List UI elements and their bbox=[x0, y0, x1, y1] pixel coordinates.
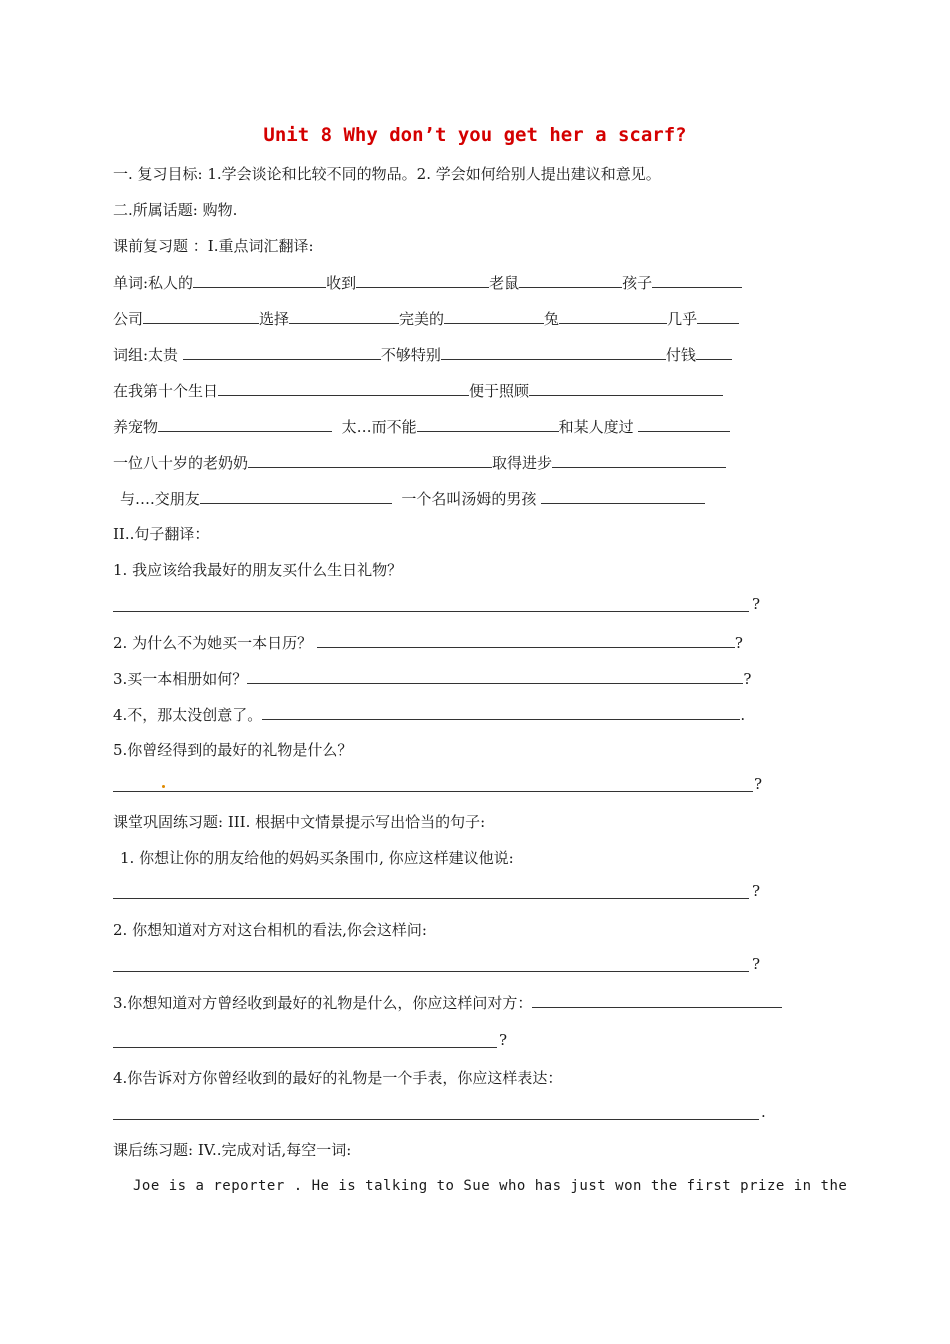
period-mark: . bbox=[740, 706, 746, 724]
fill-blank[interactable] bbox=[356, 272, 489, 288]
answer-line-s4[interactable] bbox=[113, 1118, 759, 1120]
vocab-row-3 bbox=[113, 344, 732, 365]
vocab-label: 与….交朋友 bbox=[120, 490, 200, 508]
vocab-label: 一位八十岁的老奶奶 bbox=[113, 454, 249, 472]
question-mark: ? bbox=[734, 634, 743, 652]
fill-blank[interactable] bbox=[559, 308, 667, 324]
vocab-row-5 bbox=[113, 416, 730, 437]
fill-blank[interactable] bbox=[552, 452, 726, 468]
fill-blank[interactable] bbox=[193, 272, 326, 288]
situation-text: 3.你想知道对方曾经收到最好的礼物是什么，你应这样问对方： bbox=[113, 994, 533, 1012]
fill-blank[interactable] bbox=[638, 416, 730, 432]
fill-blank[interactable] bbox=[158, 416, 332, 432]
sentence-header: II..句子翻译： bbox=[113, 525, 210, 543]
fill-blank[interactable] bbox=[652, 272, 742, 288]
question-mark: ? bbox=[752, 955, 761, 973]
vocab-row-1 bbox=[113, 272, 742, 293]
question-mark: ? bbox=[754, 775, 763, 793]
fill-blank[interactable] bbox=[417, 416, 559, 432]
stray-dot bbox=[162, 785, 165, 788]
fill-blank[interactable] bbox=[519, 272, 622, 288]
fill-blank[interactable] bbox=[218, 380, 469, 396]
sentence-text: 2. 为什么不为她买一本日历？ bbox=[113, 634, 313, 652]
vocab-row-2 bbox=[113, 308, 739, 329]
vocab-row-7 bbox=[120, 488, 705, 509]
vocab-label: 在我第十个生日 bbox=[113, 382, 219, 400]
situation-2: 2. 你想知道对方对这台相机的看法,你会这样问: bbox=[113, 921, 427, 939]
answer-line-1[interactable] bbox=[113, 610, 749, 612]
vocab-row-6 bbox=[113, 452, 726, 473]
vocab-label: 便于照顾 bbox=[469, 382, 530, 400]
vocab-label: 养宠物 bbox=[113, 418, 159, 436]
fill-blank[interactable] bbox=[444, 308, 544, 324]
question-mark: ? bbox=[752, 882, 761, 900]
vocab-label: 几乎 bbox=[667, 310, 698, 328]
vocab-label: 不够特别 bbox=[380, 346, 441, 364]
situation-3 bbox=[113, 992, 782, 1013]
pre-review-header: 课前复习题 ：I.重点词汇翻译: bbox=[113, 237, 314, 255]
vocab-label: 公司 bbox=[113, 310, 144, 328]
vocab-label: 单词:私人的 bbox=[113, 274, 194, 292]
vocab-label: 孩子 bbox=[622, 274, 653, 292]
after-class-header: 课后练习题: IV..完成对话,每空一词: bbox=[113, 1141, 352, 1159]
sentence-2 bbox=[113, 632, 743, 653]
answer-line-s1[interactable] bbox=[113, 897, 749, 899]
fill-blank[interactable] bbox=[317, 632, 735, 648]
sentence-3 bbox=[113, 668, 751, 689]
sentence-5: 5.你曾经得到的最好的礼物是什么？ bbox=[113, 741, 353, 759]
fill-blank[interactable] bbox=[696, 344, 732, 360]
sentence-1: 1. 我应该给我最好的朋友买什么生日礼物？ bbox=[113, 561, 403, 579]
vocab-label: 一个名叫汤姆的男孩 bbox=[401, 490, 537, 508]
question-mark: ? bbox=[752, 595, 761, 613]
fill-blank[interactable] bbox=[289, 308, 399, 324]
fill-blank[interactable] bbox=[541, 488, 705, 504]
page-title: Unit 8 Why don’t you get her a scarf? bbox=[263, 124, 687, 146]
fill-blank[interactable] bbox=[532, 992, 782, 1008]
vocab-label: 收到 bbox=[326, 274, 357, 292]
vocab-label: 词组:太贵 bbox=[113, 346, 179, 364]
question-mark: ? bbox=[499, 1031, 508, 1049]
fill-blank[interactable] bbox=[247, 668, 743, 684]
vocab-row-4 bbox=[113, 380, 723, 401]
vocab-label: 付钱 bbox=[665, 346, 696, 364]
vocab-label: 完美的 bbox=[399, 310, 445, 328]
situation-4: 4.你告诉对方你曾经收到的最好的礼物是一个手表，你应这样表达： bbox=[113, 1069, 563, 1087]
vocab-label: 选择 bbox=[259, 310, 290, 328]
class-practice-header: 课堂巩固练习题: III. 根据中文情景提示写出恰当的句子: bbox=[113, 813, 486, 831]
vocab-label: 兔 bbox=[544, 310, 560, 328]
vocab-label: 老鼠 bbox=[489, 274, 520, 292]
vocab-label: 太…而不能 bbox=[341, 418, 417, 436]
fill-blank[interactable] bbox=[441, 344, 666, 360]
fill-blank[interactable] bbox=[200, 488, 392, 504]
answer-line-s2[interactable] bbox=[113, 970, 749, 972]
situation-1: 1. 你想让你的朋友给他的妈妈买条围巾, 你应这样建议他说: bbox=[120, 849, 514, 867]
sentence-text: 4.不，那太没创意了。 bbox=[113, 706, 263, 724]
topic: 二.所属话题: 购物. bbox=[113, 201, 238, 219]
answer-line-5[interactable] bbox=[113, 790, 753, 792]
fill-blank[interactable] bbox=[248, 452, 492, 468]
vocab-label: 取得进步 bbox=[492, 454, 553, 472]
question-mark: ? bbox=[743, 670, 752, 688]
sentence-text: 3.买一本相册如何？ bbox=[113, 670, 248, 688]
fill-blank[interactable] bbox=[529, 380, 723, 396]
fill-blank[interactable] bbox=[262, 704, 740, 720]
fill-blank[interactable] bbox=[183, 344, 381, 360]
review-goals: 一. 复习目标: 1.学会谈论和比较不同的物品。2. 学会如何给别人提出建议和意见。 bbox=[113, 165, 661, 183]
period-mark: . bbox=[761, 1103, 766, 1121]
answer-line-s3[interactable] bbox=[113, 1046, 497, 1048]
passage-text: Joe is a reporter . He is talking to Sue who has just won the first prize in the bbox=[133, 1178, 848, 1194]
vocab-label: 和某人度过 bbox=[558, 418, 634, 436]
fill-blank[interactable] bbox=[143, 308, 259, 324]
sentence-4 bbox=[113, 704, 745, 725]
fill-blank[interactable] bbox=[697, 308, 739, 324]
